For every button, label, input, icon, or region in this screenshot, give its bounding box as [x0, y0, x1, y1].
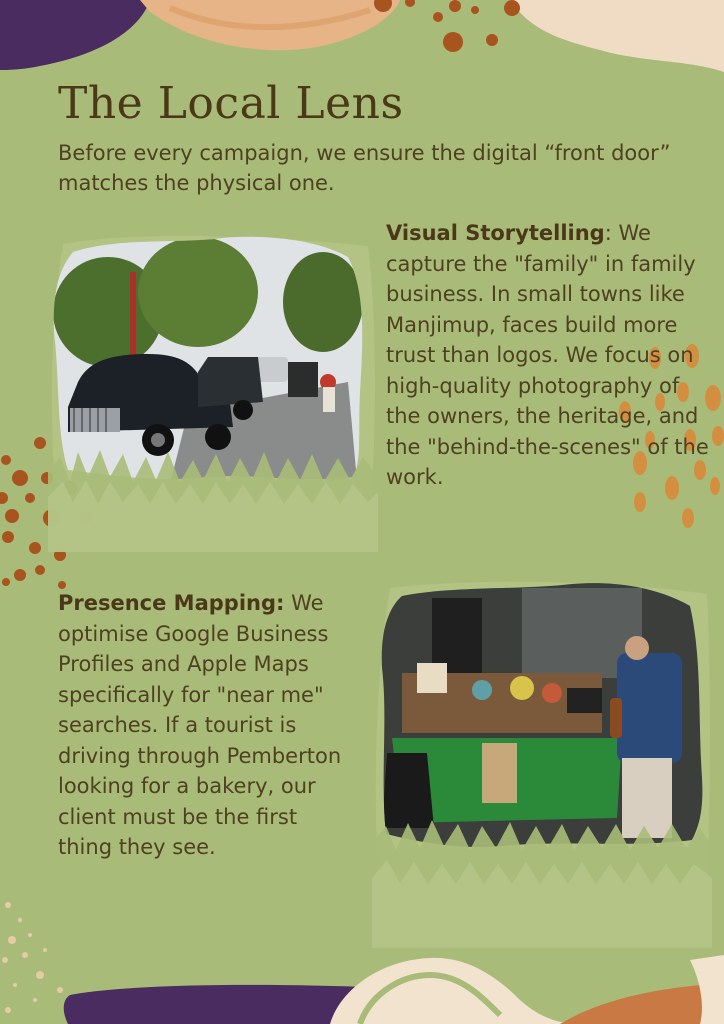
visual-storytelling-body: : We capture the "family" in family business. In small towns like Manjimup, faces build more trust than logos. We focus on high-quality photography of the owners, the heritage, and the "behind-the-scenes" of the work. — [386, 221, 709, 489]
dot-cluster-top — [374, 0, 520, 52]
visual-storytelling-heading: Visual Storytelling — [386, 221, 605, 245]
cream-wash-top-right — [510, 0, 724, 72]
orange-shape-bottom-right — [560, 985, 724, 1024]
presence-mapping-section — [58, 588, 348, 863]
presence-mapping-body: We optimise Google Business Profiles and Apple Maps specifically for "near me" searches. If a tourist is driving through Pemberton looking for a bakery, our client must be the first thing they see. — [58, 591, 342, 859]
presence-mapping-heading: Presence Mapping: — [58, 591, 285, 615]
visual-storytelling-section — [386, 218, 711, 493]
speckles-bottom-left — [2, 902, 63, 1013]
vintage-cars-photo — [48, 232, 378, 552]
purple-blob-top-left — [0, 0, 150, 70]
intro-text: Before every campaign, we ensure the digital “front door” matches the physical one. — [58, 141, 671, 195]
market-stall-photo — [372, 578, 712, 948]
page-title: The Local Lens — [58, 78, 404, 129]
